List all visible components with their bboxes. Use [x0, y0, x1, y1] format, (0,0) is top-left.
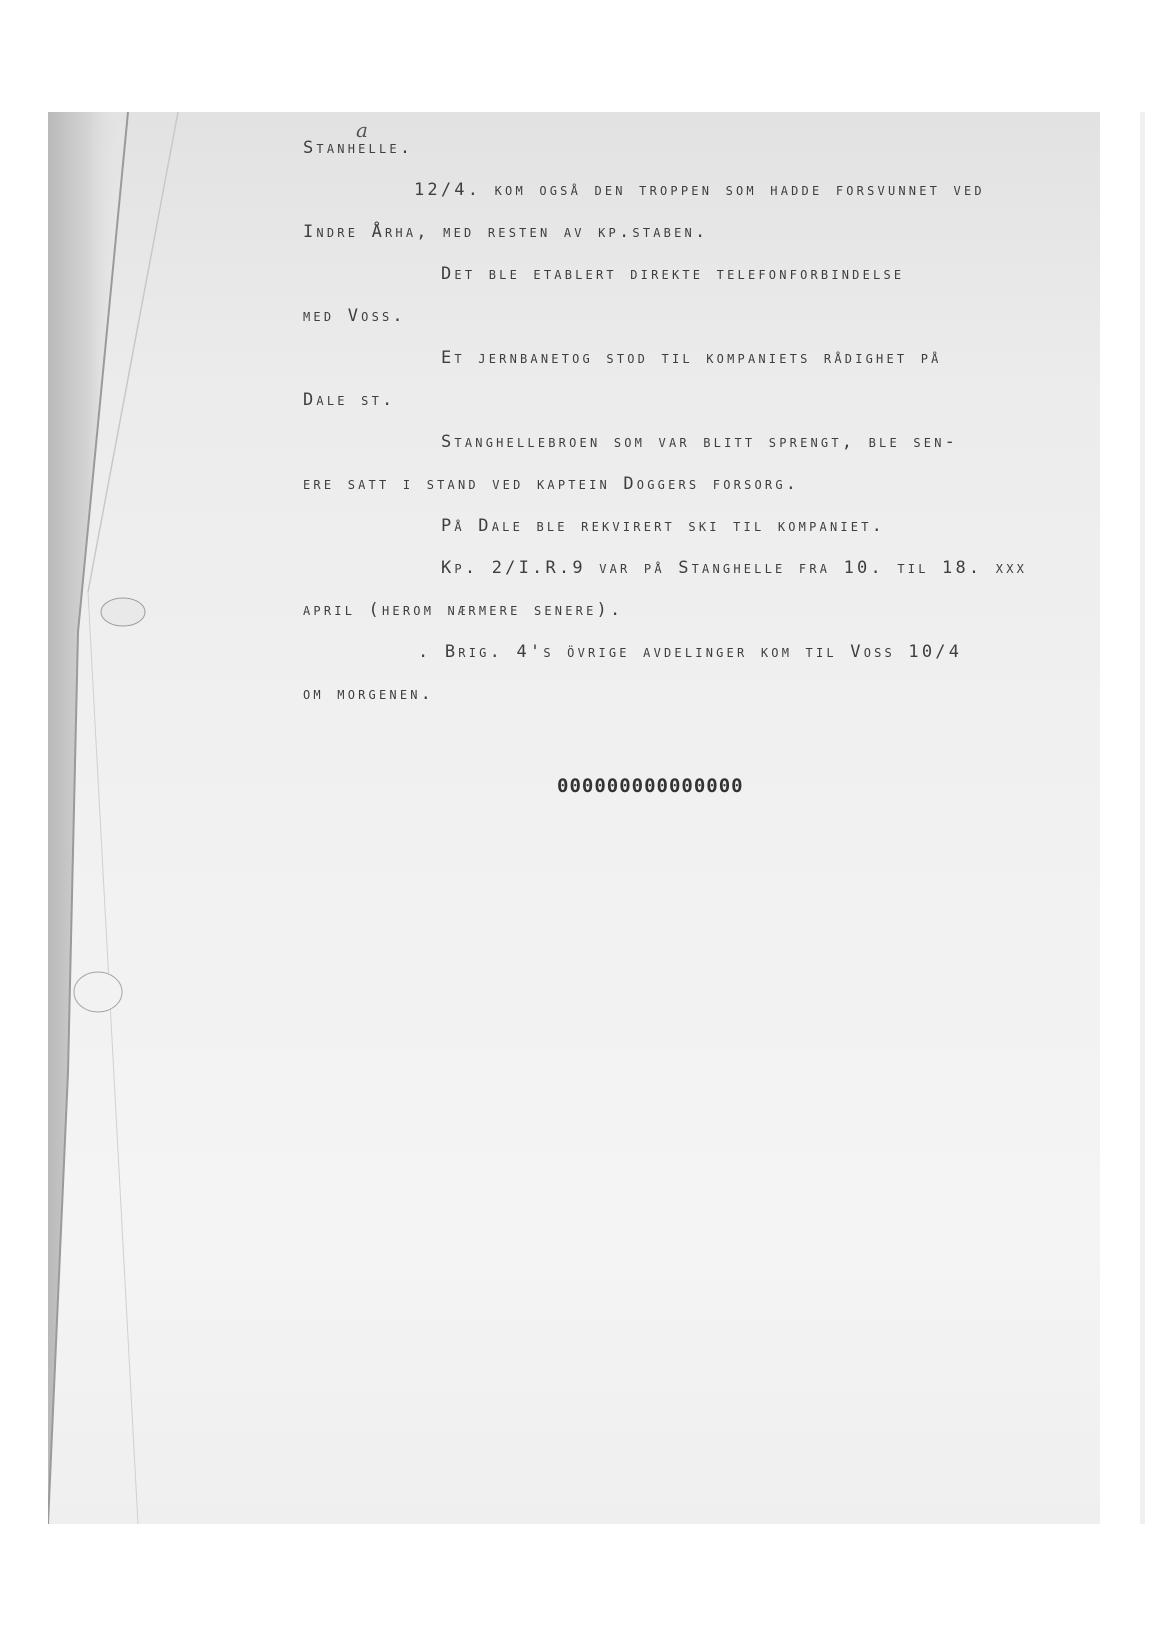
text-line: Et jernbanetog stod til kompaniets rådighet på [441, 348, 942, 368]
scanned-page [48, 112, 1100, 1524]
text-line: 12/4. kom også den troppen som hadde forsvunnet ved [414, 180, 985, 200]
text-line: Det ble etablert direkte telefonforbindelse [441, 264, 905, 284]
text-line: På Dale ble rekvirert ski til kompaniet. [441, 516, 886, 536]
handwritten-correction: a [356, 118, 368, 142]
text-line: Stanhelle. [303, 138, 414, 158]
text-line: Kp. 2/I.R.9 var på Stanghelle fra 10. til 18. xxx [441, 558, 1028, 578]
closing-ornament: 000000000000000 [557, 775, 744, 797]
page-fold-shadow [48, 112, 198, 1524]
text-line: ere satt i stand ved kaptein Doggers forsorg. [303, 474, 800, 494]
text-line: Indre Årha, med resten av kp.staben. [303, 222, 709, 242]
text-line: Dale st. [303, 390, 396, 410]
text-line: Stanghellebroen som var blitt sprengt, ble sen- [441, 432, 959, 452]
text-line: april (herom nærmere senere). [303, 600, 624, 620]
text-line: med Voss. [303, 306, 406, 326]
text-line: om morgenen. [303, 684, 435, 704]
scan-edge [1140, 112, 1145, 1524]
text-line: . Brig. 4's övrige avdelinger kom til Voss 10/4 [418, 642, 963, 662]
